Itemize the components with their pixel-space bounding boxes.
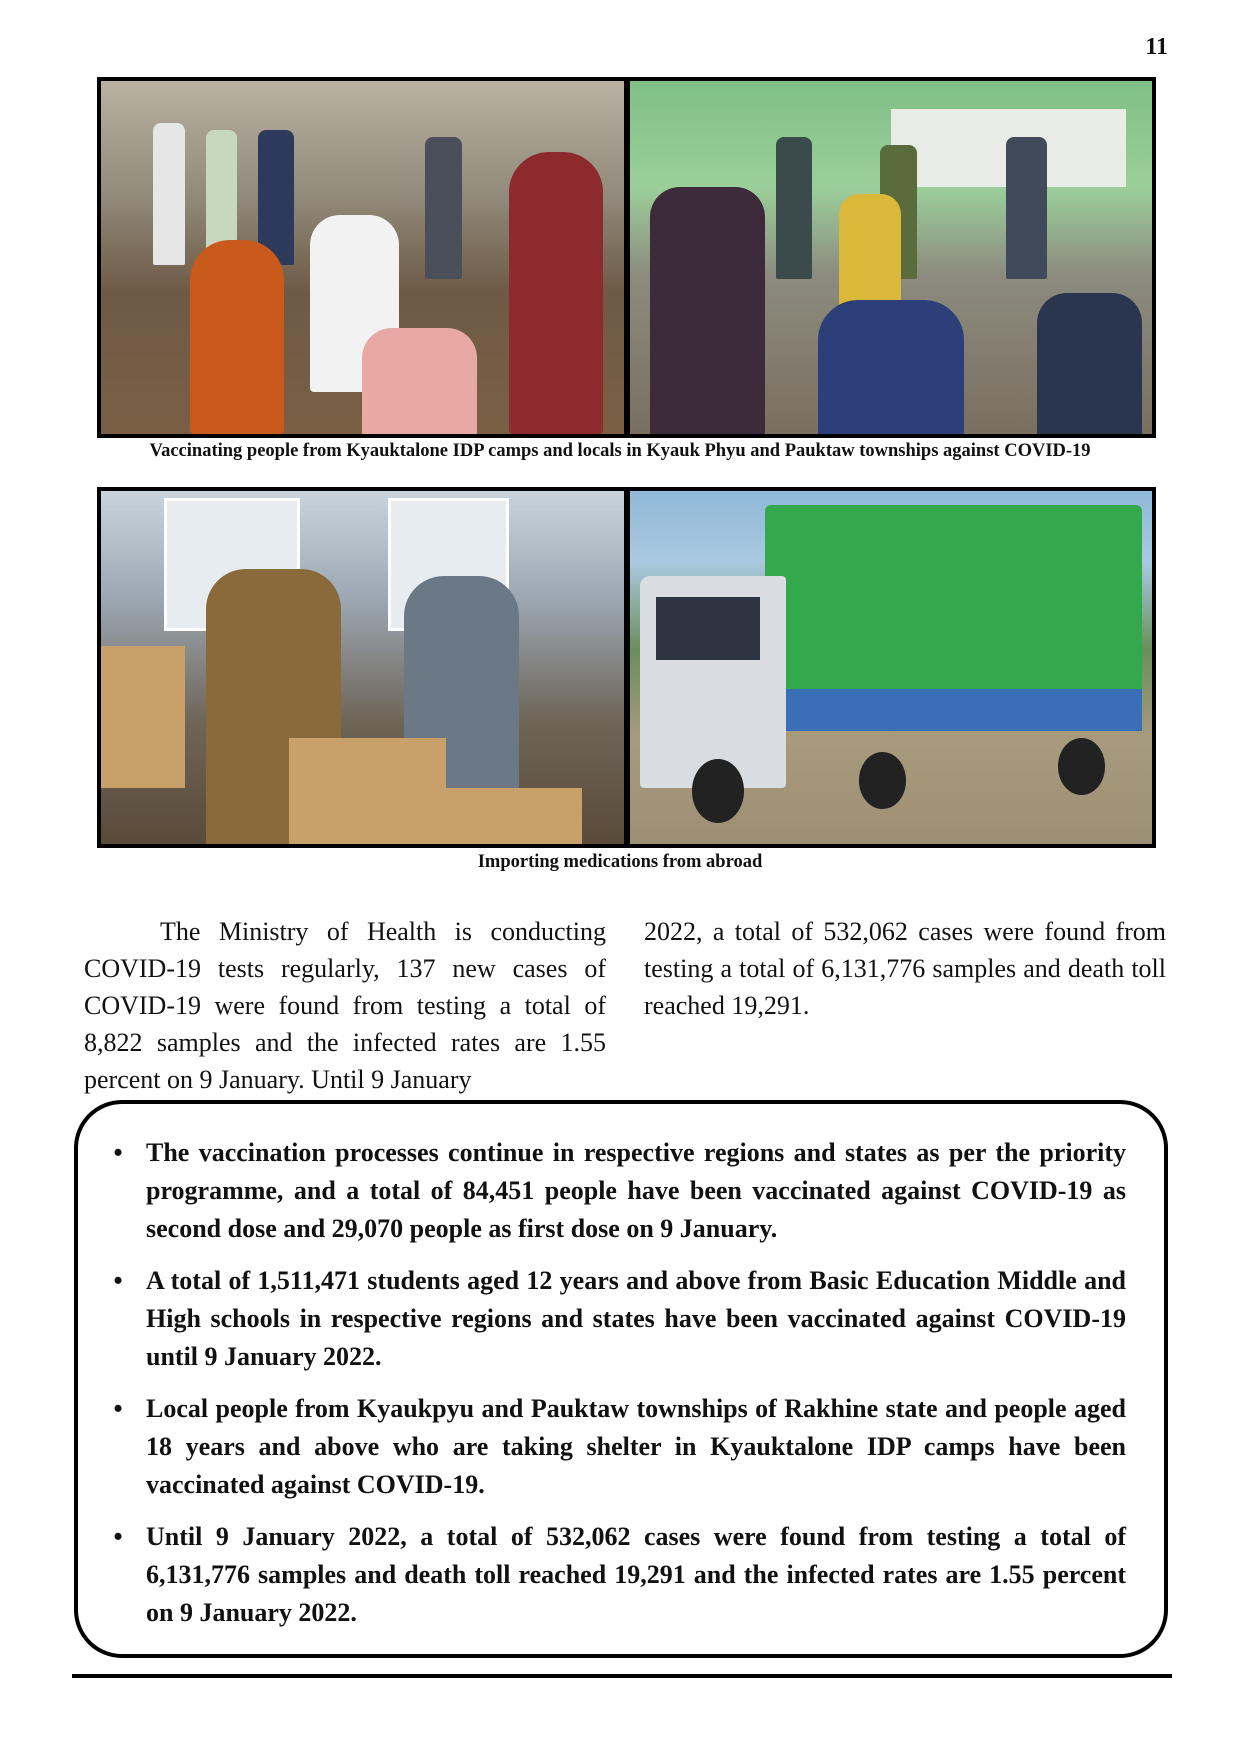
summary-item-text: The vaccination processes continue in respective regions and states as per the priority programme, and a total of 84,451 people have been vaccinated against COVID-19 as second dose and 29,070 people as first dose on 9 January. <box>146 1138 1126 1243</box>
vaccination-photo-pair <box>97 77 1156 438</box>
body-text-right: 2022, a total of 532,062 cases were found from testing a total of 6,131,776 samples and death toll reached 19,291. <box>644 917 1166 1020</box>
page-number: 11 <box>1145 34 1168 60</box>
summary-item-text: A total of 1,511,471 students aged 12 years and above from Basic Education Middle and High schools in respective regions and states have been vaccinated against COVID-19 until 9 January 2022. <box>146 1266 1126 1371</box>
bullet-icon: • <box>113 1138 123 1167</box>
summary-item <box>108 1134 1126 1248</box>
import-photo-pair <box>97 487 1156 848</box>
bullet-icon: • <box>113 1394 123 1423</box>
import-photo-left <box>101 491 624 844</box>
summary-item-text: Until 9 January 2022, a total of 532,062 cases were found from testing a total of 6,131,776 samples and death toll reached 19,291 and the infected rates are 1.55 percent on 9 January 2022. <box>146 1522 1126 1627</box>
import-caption: Importing medications from abroad <box>477 852 763 872</box>
vaccination-photo-left <box>101 81 624 434</box>
bottom-rule <box>72 1674 1172 1678</box>
summary-box <box>74 1100 1168 1658</box>
summary-item <box>108 1262 1126 1376</box>
summary-list <box>108 1134 1126 1646</box>
vaccination-photo-right <box>630 81 1153 434</box>
summary-item <box>108 1518 1126 1632</box>
import-photo-right <box>630 491 1153 844</box>
body-text-left: The Ministry of Health is conducting COVID-19 tests regularly, 137 new cases of COVID-19 were found from testing a total of 8,822 samples and the infected rates are 1.55 percent on 9 January. Until 9 January <box>84 917 606 1094</box>
vaccination-caption: Vaccinating people from Kyauktalone IDP camps and locals in Kyauk Phyu and Pauktaw townships against COVID-19 <box>149 441 1091 461</box>
bullet-icon: • <box>113 1266 123 1295</box>
summary-item <box>108 1390 1126 1504</box>
bullet-icon: • <box>113 1522 123 1551</box>
summary-item-text: Local people from Kyaukpyu and Pauktaw townships of Rakhine state and people aged 18 years and above who are taking shelter in Kyauktalone IDP camps have been vaccinated against COVID-19. <box>146 1394 1126 1499</box>
